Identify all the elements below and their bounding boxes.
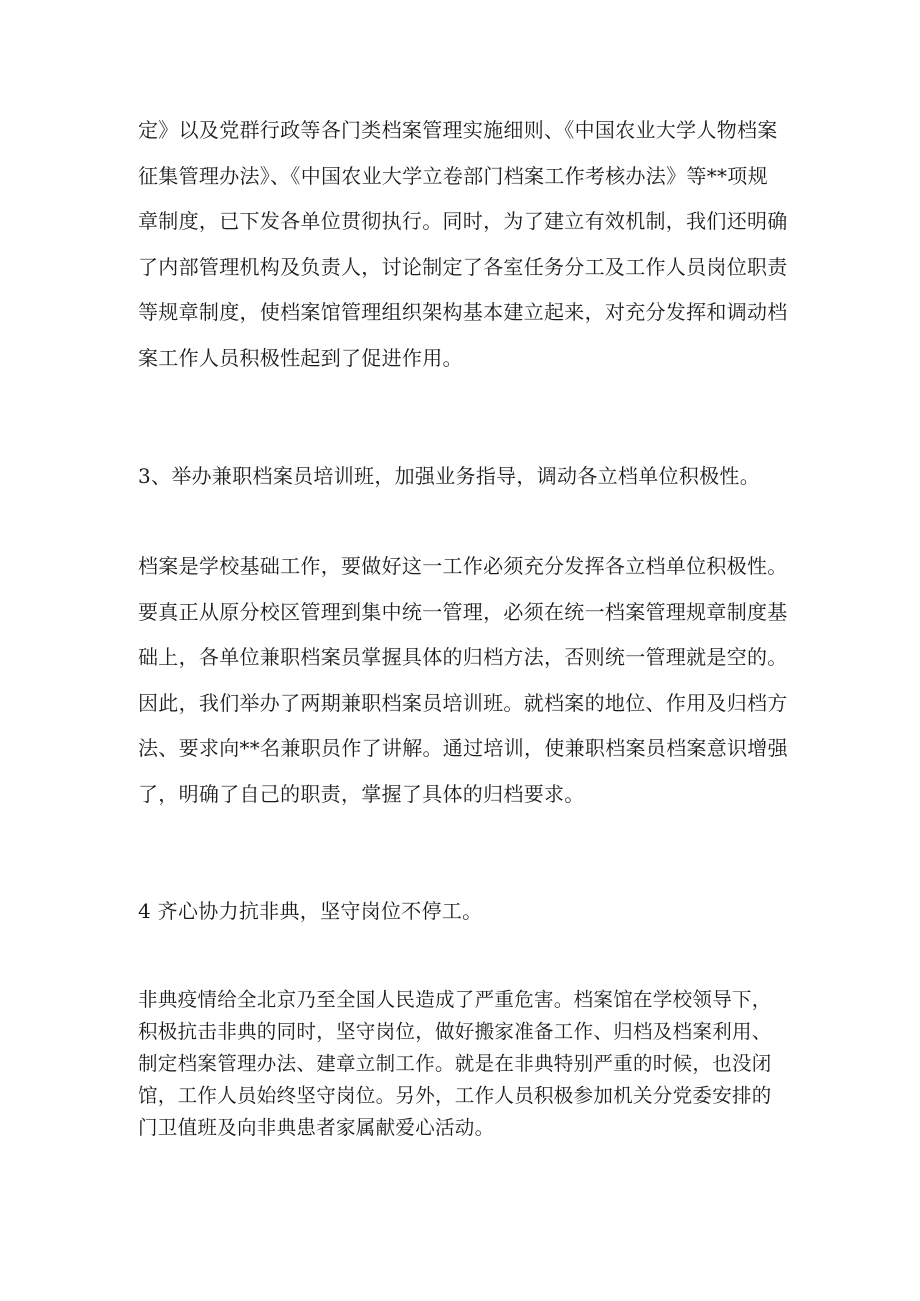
text-line: 积极抗击非典的同时，坚守岗位，做好搬家准备工作、归档及档案利用、 <box>138 1020 772 1043</box>
text-line: 征集管理办法》、《中国农业大学立卷部门档案工作考核办法》等**项规 <box>138 164 768 188</box>
text-line: 章制度，已下发各单位贯彻执行。同时，为了建立有效机制，我们还明确 <box>138 209 788 233</box>
text-line: 制定档案管理办法、建章立制工作。就是在非典特别严重的时候，也没闭 <box>138 1052 772 1075</box>
text-line: 非典疫情给全北京乃至全国人民造成了严重危害。档案馆在学校领导下， <box>138 988 772 1011</box>
text-line: 档案是学校基础工作，要做好这一工作必须充分发挥各立档单位积极性。 <box>138 554 788 578</box>
text-line: 等规章制度，使档案馆管理组织架构基本建立起来，对充分发挥和调动档 <box>138 300 788 324</box>
text-line: 了内部管理机构及负责人，讨论制定了各室任务分工及工作人员岗位职责 <box>138 255 788 279</box>
text-line: 法、要求向**名兼职员作了讲解。通过培训，使兼职档案员档案意识增强 <box>138 736 788 760</box>
text-line: 门卫值班及向非典患者家属献爱心活动。 <box>138 1116 495 1139</box>
text-line: 要真正从原分校区管理到集中统一管理，必须在统一档案管理规章制度基 <box>138 600 788 624</box>
section-heading-3: 3、举办兼职档案员培训班，加强业务指导，调动各立档单位积极性。 <box>138 464 761 488</box>
section-heading-4: 4 齐心协力抗非典，坚守岗位不停工。 <box>138 899 483 923</box>
text-line: 馆，工作人员始终坚守岗位。另外，工作人员积极参加机关分党委安排的 <box>138 1084 772 1107</box>
text-line: 了，明确了自己的职责，掌握了具体的归档要求。 <box>138 782 585 806</box>
text-line: 础上，各单位兼职档案员掌握具体的归档方法，否则统一管理就是空的。 <box>138 645 788 669</box>
text-line: 因此，我们举办了两期兼职档案员培训班。就档案的地位、作用及归档方 <box>138 691 788 715</box>
text-line: 定》以及党群行政等各门类档案管理实施细则、《中国农业大学人物档案 <box>138 118 778 142</box>
text-line: 案工作人员积极性起到了促进作用。 <box>138 346 463 370</box>
